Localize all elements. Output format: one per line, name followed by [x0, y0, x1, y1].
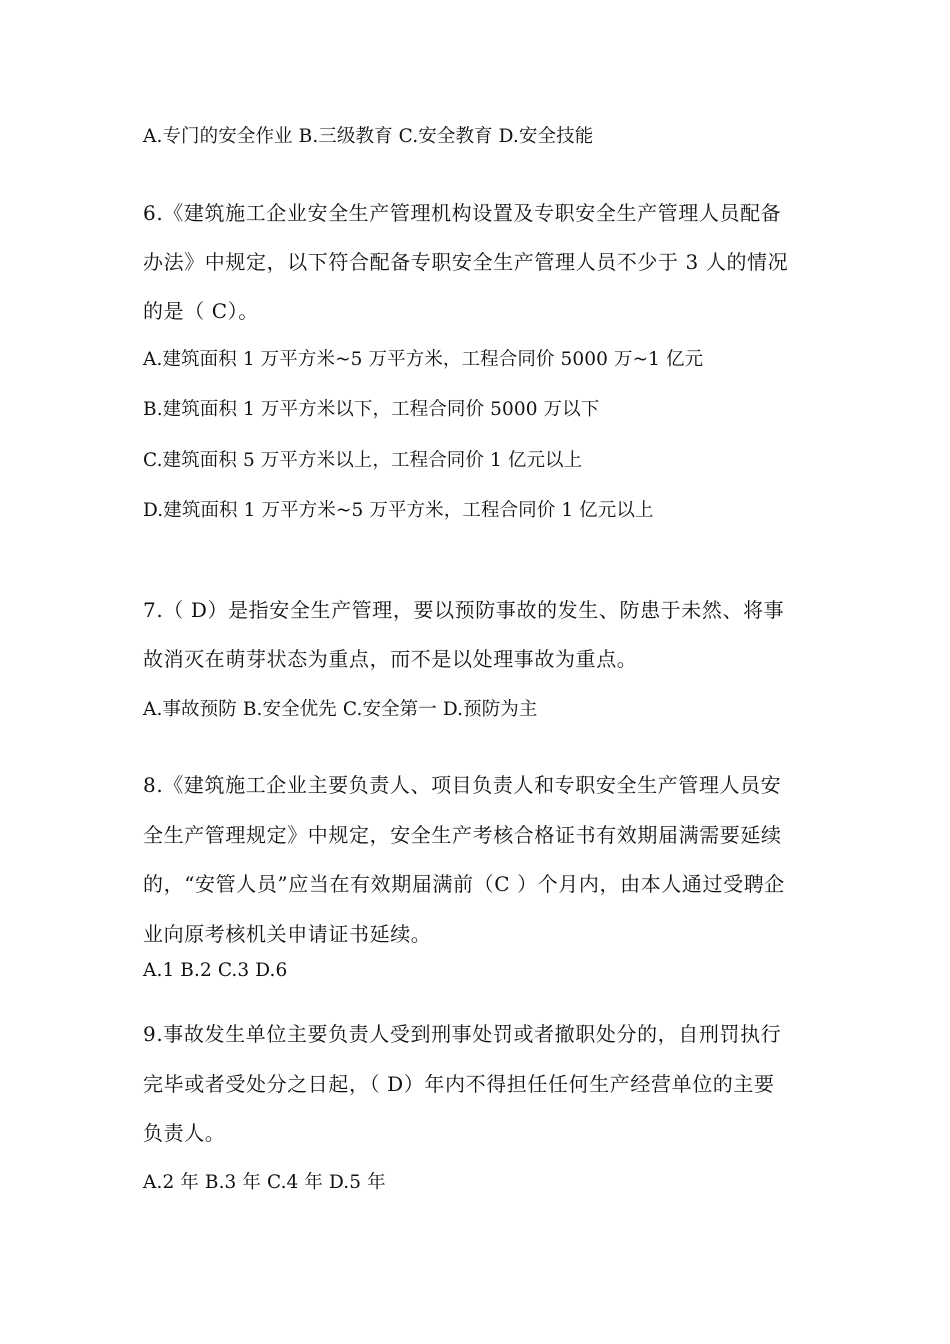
q6-text-line-2: 办法》中规定，以下符合配备专职安全生产管理人员不少于 3 人的情况	[143, 250, 789, 274]
q7-text-line-1: 7.（ D）是指安全生产管理，要以预防事故的发生、防患于未然、将事	[143, 598, 785, 622]
q7-options: A.事故预防 B.安全优先 C.安全第一 D.预防为主	[143, 699, 538, 720]
q9-text-line-2: 完毕或者受处分之日起，（ D）年内不得担任任何生产经营单位的主要	[143, 1072, 775, 1096]
q9-options: A.2 年 B.3 年 C.4 年 D.5 年	[143, 1172, 386, 1193]
q9-text-line-1: 9.事故发生单位主要负责人受到刑事处罚或者撤职处分的，自刑罚执行	[143, 1022, 782, 1046]
q8-text-line-3: 的，“安管人员”应当在有效期届满前（C ）个月内，由本人通过受聘企	[143, 872, 785, 896]
q8-options: A.1 B.2 C.3 D.6	[143, 960, 288, 981]
q6-option-c: C.建筑面积 5 万平方米以上，工程合同价 1 亿元以上	[143, 450, 583, 471]
q9-text-line-3: 负责人。	[143, 1121, 226, 1145]
q8-text-line-4: 业向原考核机关申请证书延续。	[143, 922, 432, 946]
q5-options: A.专门的安全作业 B.三级教育 C.安全教育 D.安全技能	[143, 126, 594, 147]
q8-text-line-1: 8.《建筑施工企业主要负责人、项目负责人和专职安全生产管理人员安	[143, 773, 782, 797]
q6-option-d: D.建筑面积 1 万平方米~5 万平方米，工程合同价 1 亿元以上	[143, 500, 654, 521]
q6-option-a: A.建筑面积 1 万平方米~5 万平方米，工程合同价 5000 万~1 亿元	[143, 349, 704, 370]
q6-text-line-3: 的是（ C）。	[143, 299, 259, 323]
q6-text-line-1: 6.《建筑施工企业安全生产管理机构设置及专职安全生产管理人员配备	[143, 201, 782, 225]
q6-option-b: B.建筑面积 1 万平方米以下，工程合同价 5000 万以下	[143, 399, 600, 420]
q7-text-line-2: 故消灭在萌芽状态为重点，而不是以处理事故为重点。	[143, 647, 638, 671]
q8-text-line-2: 全生产管理规定》中规定，安全生产考核合格证书有效期届满需要延续	[143, 823, 782, 847]
